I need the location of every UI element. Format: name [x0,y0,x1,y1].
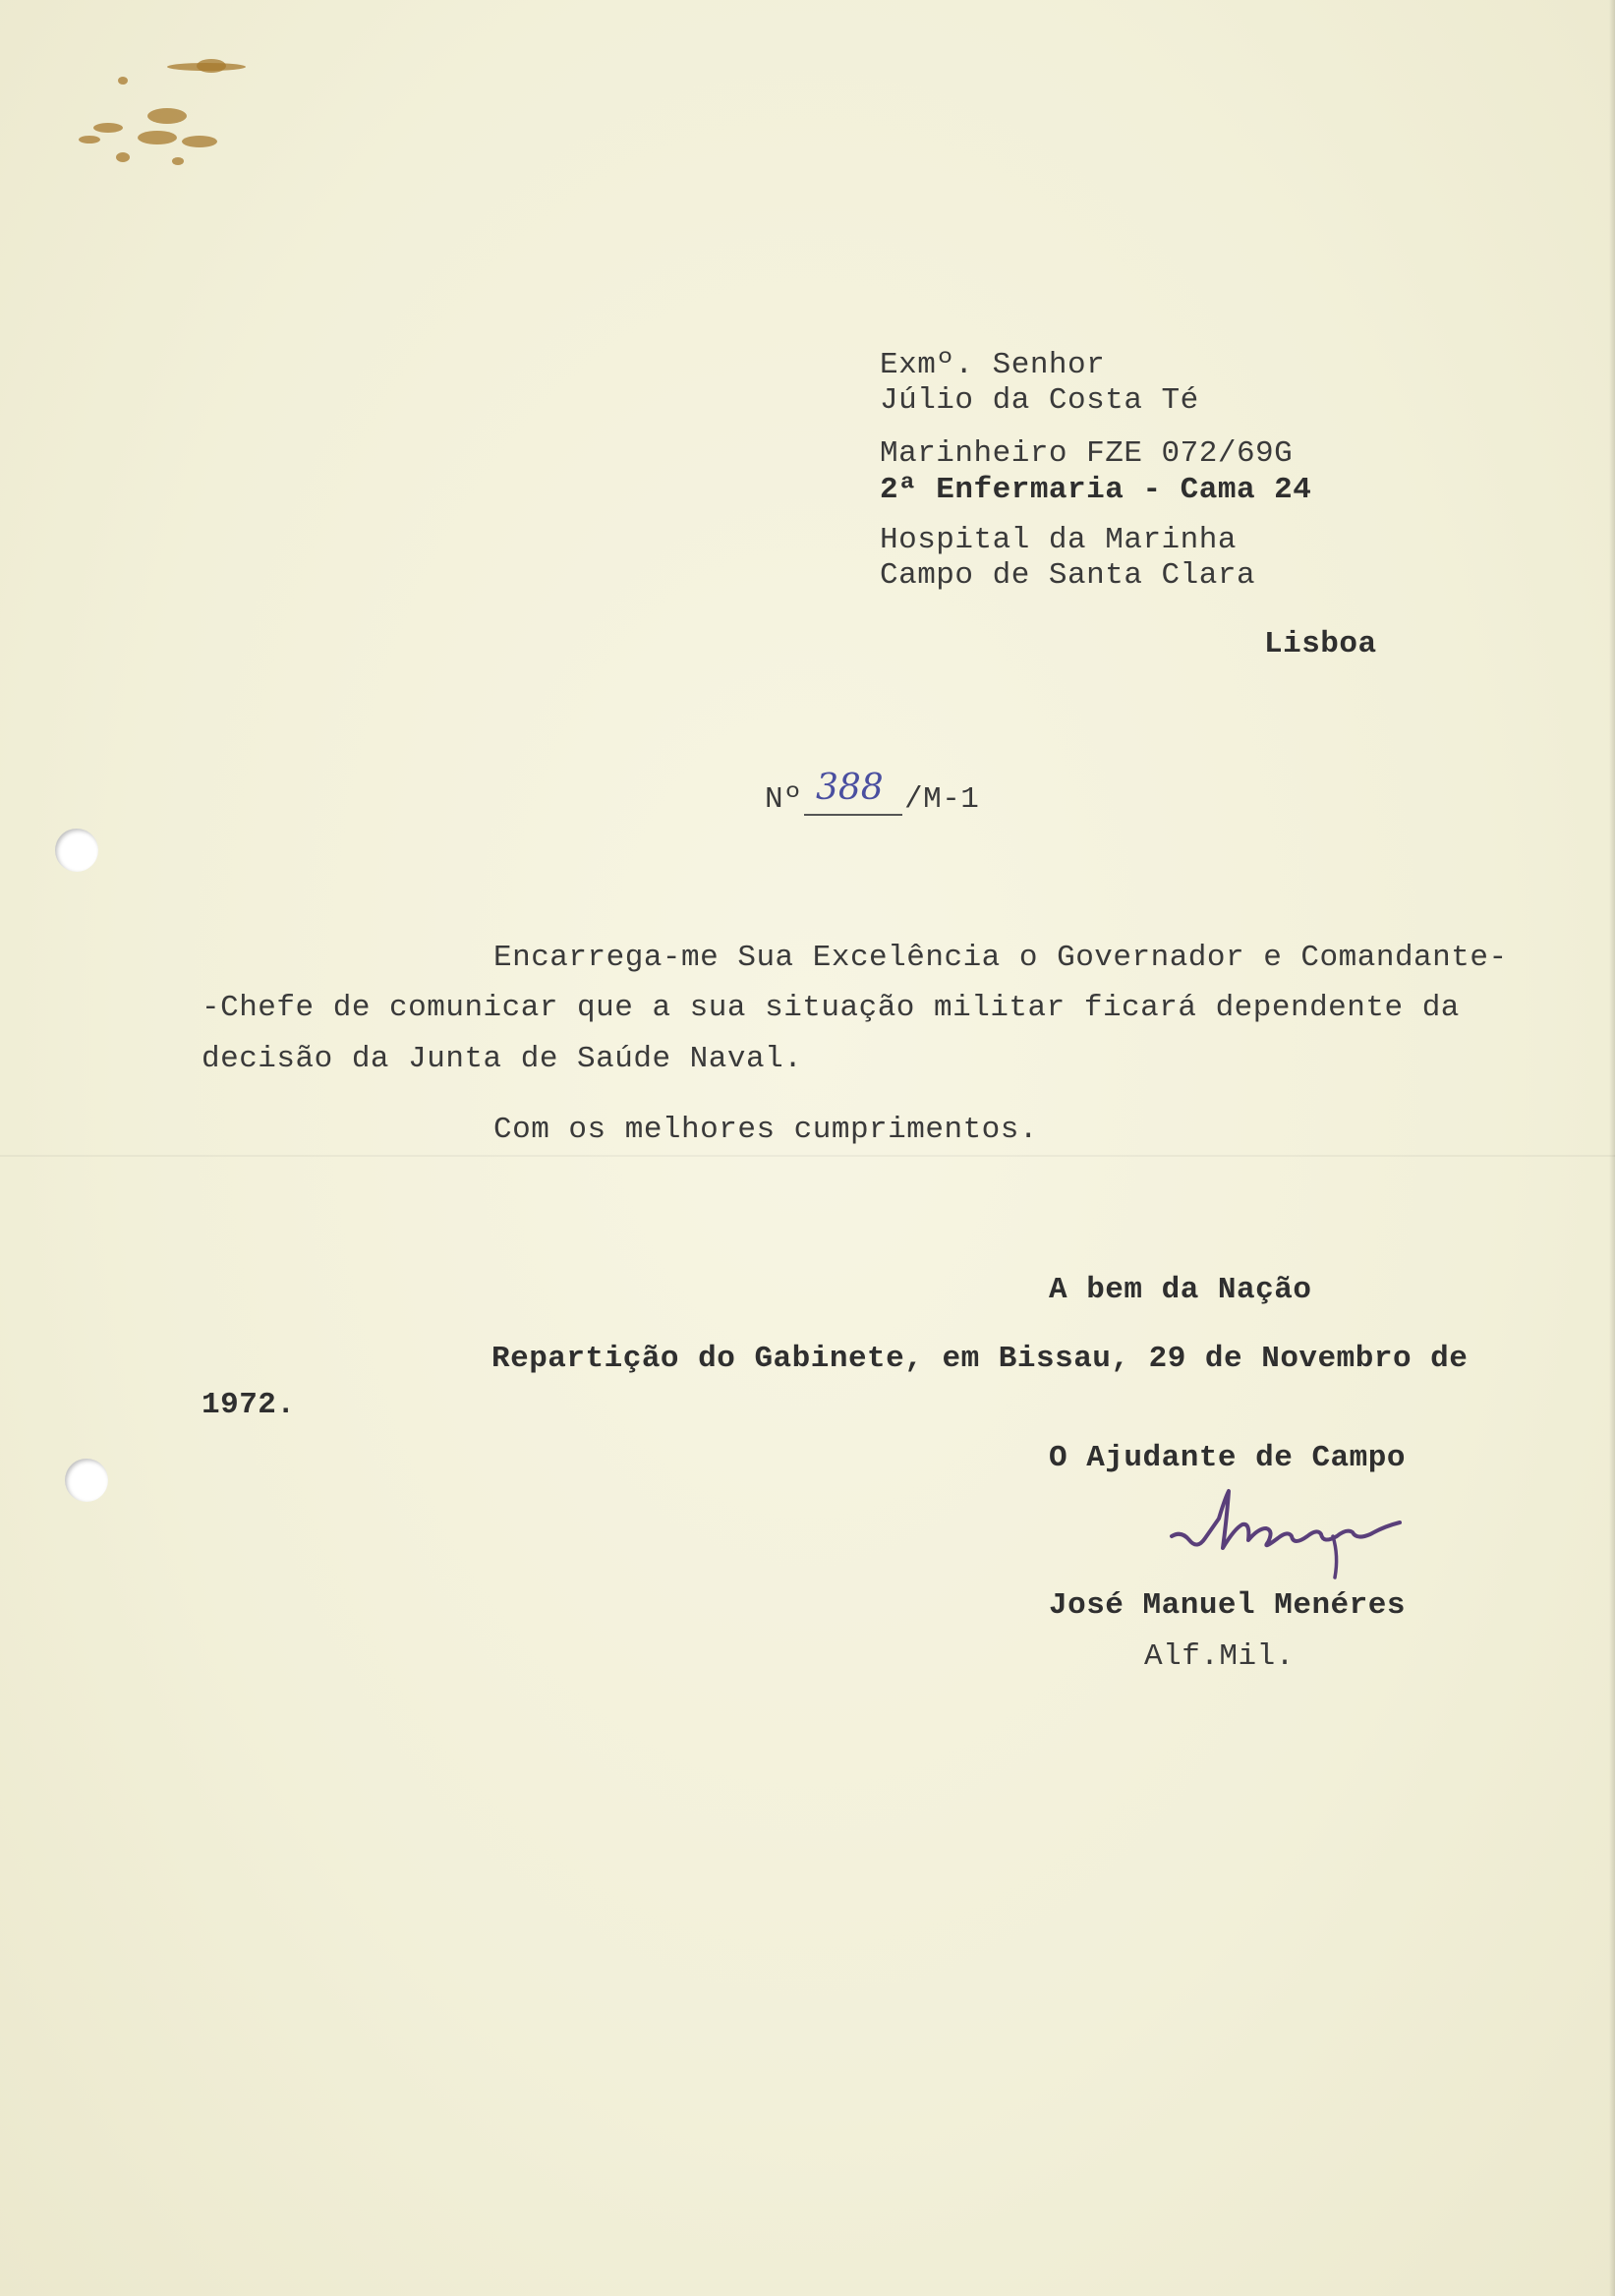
punch-hole-upper [55,829,98,872]
addressee-hospital: Hospital da Marinha [880,523,1237,557]
reference-suffix: /M-1 [904,782,980,817]
addressee-city: Lisboa [1264,627,1377,661]
paper-fold [0,1155,1615,1157]
reference-underline [804,814,902,816]
place-date-line-2: 1972. [202,1388,296,1422]
addressee-name: Júlio da Costa Té [880,383,1199,418]
body-closing: Com os melhores cumprimentos. [493,1113,1038,1147]
punch-hole-lower [65,1459,108,1502]
addressee-ward: 2ª Enfermaria - Cama 24 [880,473,1312,507]
motto: A bem da Nação [1049,1273,1312,1307]
body-line-1: Encarrega-me Sua Excelência o Governador e Comandante- [493,941,1508,975]
signer-rank: Alf.Mil. [1144,1639,1295,1674]
paper-edge-shadow [1609,0,1615,2296]
signature-drawing [1160,1479,1425,1587]
reference-number: 388 [816,768,884,808]
addressee-street: Campo de Santa Clara [880,558,1256,593]
addressee-salutation: Exmº. Senhor [880,348,1106,382]
body-line-3: decisão da Junta de Saúde Naval. [202,1042,803,1076]
body-line-2: -Chefe de comunicar que a sua situação militar ficará dependente da [202,991,1460,1025]
addressee-rank-number: Marinheiro FZE 072/69G [880,436,1294,471]
signer-name: José Manuel Menéres [1049,1588,1406,1623]
signer-title: O Ajudante de Campo [1049,1441,1406,1475]
reference-prefix: Nº [765,782,803,817]
place-date-line-1: Repartição do Gabinete, em Bissau, 29 de Novembro de [491,1342,1469,1376]
